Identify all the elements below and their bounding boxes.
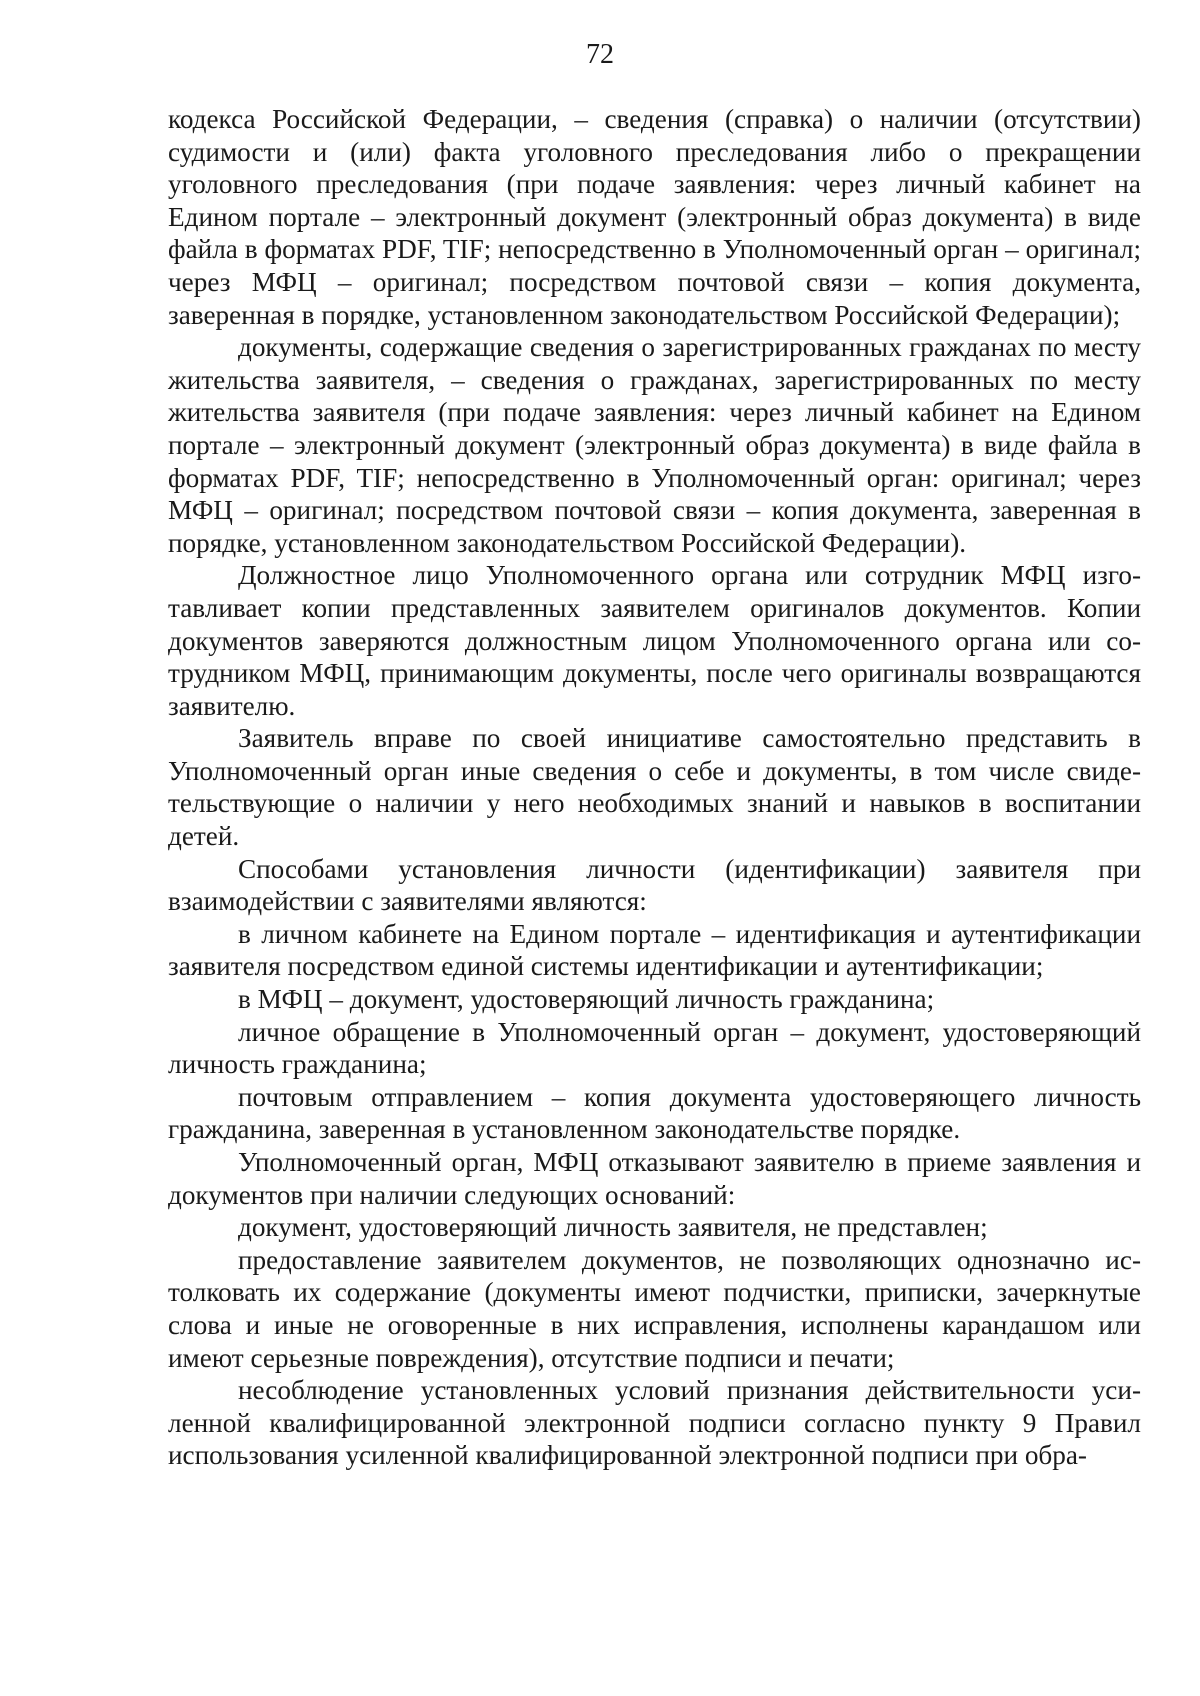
- document-body: [168, 103, 1141, 1472]
- paragraph-applicant-initiative: Заявитель вправе по своей инициативе самостоятельно представить в Уполномоченный орган иные сведения о себе и документы, в том числе свидетельствующие о наличии у него необходимых знаний и навыков в воспитании детей.: [168, 723, 1141, 852]
- list-item-personal-account: в личном кабинете на Едином портале – идентификация и аутентификации заявителя посредством единой системы идентификации и аутентификации;: [168, 918, 1141, 982]
- list-item-mfc: в МФЦ – документ, удостоверяющий личность гражданина;: [238, 984, 935, 1015]
- list-item-ambiguous-documents: предоставление заявителем документов, не позволяющих однозначно истолковать их содержание (документы имеют подчистки, приписки, зачеркнутые слова и иные не оговоренные в них исправления, исполнены карандашом или имеют серьезные повреждения), отсутствие подписи и печати;: [168, 1244, 1141, 1373]
- paragraph-refusal-grounds: Уполномоченный орган, МФЦ отказывают заявителю в приеме заявления и документов при наличии следующих оснований:: [168, 1147, 1141, 1210]
- paragraph-criminal-record-continuation: кодекса Российской Федерации, – сведения (справка) о наличии (отсутствии) судимости и (или) факта уголовного преследования либо о прекращении уголовного преследования (при подаче заявления: через личный кабинет на Едином портале – электронный документ (электронный образ документа) в виде файла в форматах PDF, TIF; непосредственно в Уполномоченный орган – оригинал; через МФЦ – оригинал; посредством почтовой связи – копия документа, заверенная в порядке, установленном законодательством Российской Федерации);: [168, 104, 1141, 330]
- page-number: 72: [586, 39, 614, 70]
- list-item-no-identity-document: документ, удостоверяющий личность заявителя, не представлен;: [238, 1212, 988, 1243]
- list-item-signature-conditions: несоблюдение установленных условий признания действительности усиленной квалифицированной электронной подписи согласно пункту 9 Правил использования усиленной квалифицированной электронной подписи при обра-: [168, 1375, 1141, 1471]
- list-item-postal: почтовым отправлением – копия документа удостоверяющего личность гражданина, заверенная в установленном законодательстве порядке.: [168, 1081, 1141, 1145]
- paragraph-document-copies: Должностное лицо Уполномоченного органа или сотрудник МФЦ изготавливает копии представленных заявителем оригиналов документов. Копии документов заверяются должностным лицом Уполномоченного органа или сотрудником МФЦ, принимающим документы, после чего оригиналы возвращаются заявителю.: [168, 560, 1141, 721]
- paragraph-identification-methods: Способами установления личности (идентификации) заявителя при взаимодействии с заявителями являются:: [168, 853, 1141, 917]
- list-item-personal-visit: личное обращение в Уполномоченный орган – документ, удостоверяющий личность гражданина;: [168, 1016, 1141, 1080]
- paragraph-registered-citizens: документы, содержащие сведения о зарегистрированных гражданах по месту жительства заявителя, – сведения о гражданах, зарегистрированных по месту жительства заявителя (при подаче заявления: через личный кабинет на Едином портале – электронный документ (электронный образ документа) в виде файла в форматах PDF, TIF; непосредственно в Уполномоченный орган: оригинал; через МФЦ – оригинал; посредством почтовой связи – копия документа, заверенная в порядке, установленном законодательством Российской Федерации).: [168, 332, 1141, 558]
